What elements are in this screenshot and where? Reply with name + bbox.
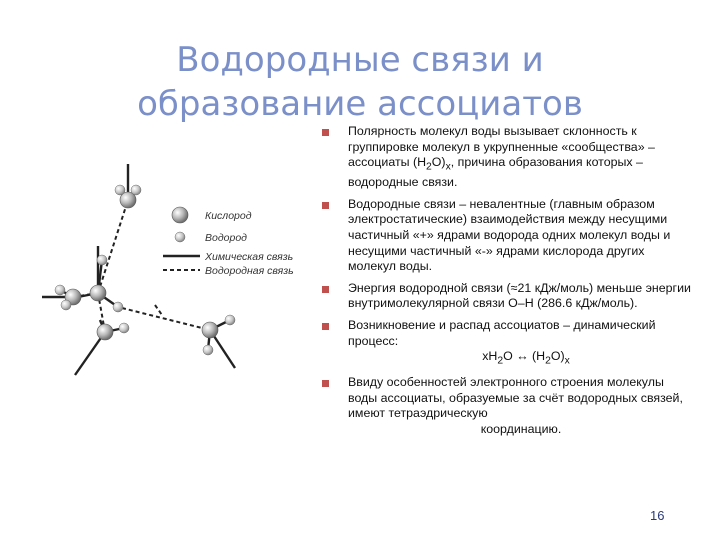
title-line-2: образование ассоциатов: [137, 84, 583, 124]
diagram-legend: [163, 207, 294, 277]
bullet-marker: [322, 202, 329, 209]
oxygen-atoms: [65, 192, 218, 340]
hydrogen-bonds: [73, 200, 210, 332]
title-line-1: Водородные связи и: [176, 40, 544, 80]
association-formula: $xH_2O$ ↔ $(H_2O)_x$: [482, 349, 570, 367]
legend-oxygen-swatch: [172, 207, 188, 223]
legend-hydrogen-bond-label: Водородная связь: [205, 265, 294, 277]
bullet-list: [322, 124, 694, 444]
bullet-tetrahedral: Ввиду особенностей электронного строения молекулы воды ассоциаты, образуемые за счёт водородных связей, имеют тетраэдрическую координацию.: [322, 375, 694, 437]
legend-hydrogen-swatch: [175, 232, 185, 242]
bullet-polarity: Полярность молекул воды вызывает склонность к группировке молекул в укрупненные «сообщества» – ассоциаты $(H_2O)_x$, причина образования которых – водородные связи.: [322, 124, 694, 191]
slide-title: [0, 38, 720, 126]
bullet-marker: [322, 129, 329, 136]
bullet-marker: [322, 380, 329, 387]
bullet-energy: Энергия водородной связи (≈21 кДж/моль) меньше энергии внутримолекулярной связи O–H (286.6 кДж/моль).: [322, 281, 694, 312]
bullet-hydrogen-bonds: Водородные связи – невалентные (главным образом электростатические) взаимодействия между несущими частичный «+» ядрами водорода одних молекул воды и несущими частичный «-» ядрами кислорода других молекул воды.: [322, 197, 694, 275]
bullet-marker: [322, 323, 329, 330]
bullet-marker: [322, 286, 329, 293]
legend-chemical-bond-label: Химическая связь: [205, 251, 294, 263]
legend-hydrogen-label: Водород: [205, 232, 247, 244]
legend-oxygen-label: Кислород: [205, 210, 252, 222]
page-number: 16: [650, 508, 665, 523]
bullet-dynamics: Возникновение и распад ассоциатов – динамический процесс: $xH_2O$ ↔ $(H_2O)_x$: [322, 318, 694, 369]
water-association-diagram: [30, 150, 340, 390]
